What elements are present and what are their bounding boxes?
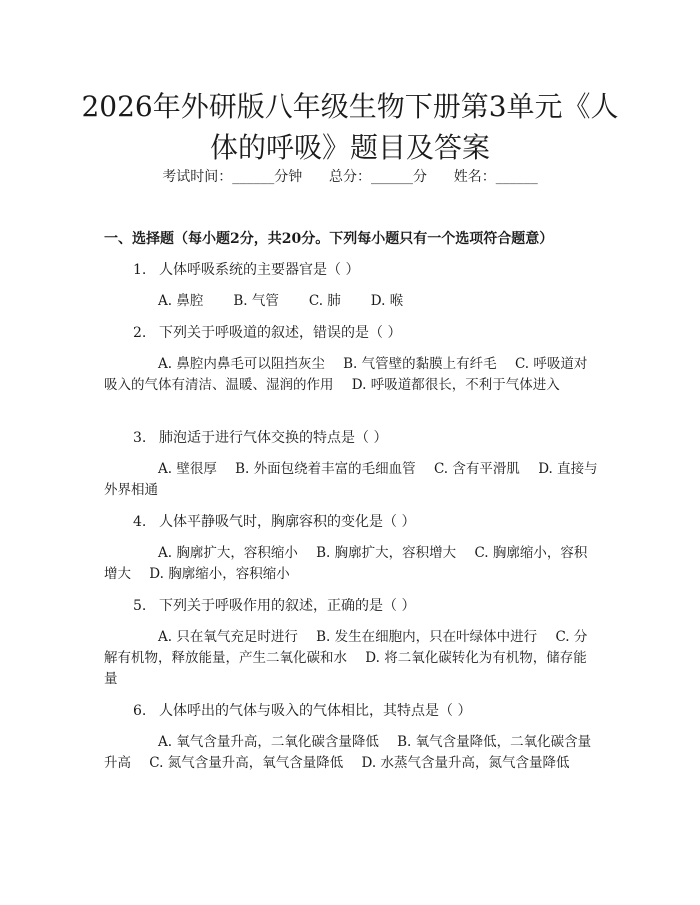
option-a: A. 壁很厚: [158, 461, 217, 477]
question-number: 1.: [133, 262, 147, 278]
option-b: B. 氧气含量降低，二氧化碳含量升高: [104, 734, 592, 771]
question-5: [133, 596, 613, 616]
question-number: 4.: [133, 514, 147, 530]
option-a: A. 氧气含量升高，二氧化碳含量降低: [158, 734, 379, 750]
question-1: [133, 260, 613, 280]
question-6-options: [104, 732, 599, 774]
question-2-options: [104, 354, 599, 396]
option-a: A. 鼻腔: [158, 293, 204, 309]
question-number: 3.: [133, 430, 147, 446]
option-c: C. 分解有机物，释放能量，产生二氧化碳和水: [104, 629, 588, 666]
option-b: B. 外面包绕着丰富的毛细血管: [235, 461, 416, 477]
option-c: C. 氮气含量升高，氧气含量降低: [149, 755, 344, 771]
option-a: A. 鼻腔内鼻毛可以阻挡灰尘: [158, 356, 325, 372]
option-b: B. 发生在细胞内，只在叶绿体中进行: [316, 629, 538, 645]
question-stem: 人体平静吸气时，胸廓容积的变化是（ ）: [159, 514, 416, 530]
question-stem: 人体呼吸系统的主要器官是（ ）: [159, 262, 360, 278]
title-line-1: 2026年外研版八年级生物下册第3单元《人: [81, 90, 619, 123]
option-d: D. 呼吸道都很长，不利于气体进入: [351, 377, 560, 393]
question-3: [133, 428, 613, 448]
question-number: 6.: [133, 703, 147, 719]
option-d: D. 将二氧化碳转化为有机物，储存能量: [104, 650, 587, 687]
question-2: [133, 323, 613, 343]
question-4: [133, 512, 613, 532]
question-number: 2.: [133, 325, 147, 341]
option-d: D. 喉: [370, 293, 404, 309]
question-number: 5.: [133, 598, 147, 614]
title-line-2: 体的呼吸》题目及答案: [209, 131, 490, 164]
option-a: A. 只在氧气充足时进行: [158, 629, 298, 645]
document-title: [60, 86, 640, 168]
question-stem: 肺泡适于进行气体交换的特点是（ ）: [159, 430, 388, 446]
question-1-options: [104, 291, 599, 312]
question-stem: 下列关于呼吸作用的叙述，正确的是（ ）: [159, 598, 416, 614]
option-c: C. 胸廓缩小，容积增大: [104, 545, 588, 582]
question-stem: 下列关于呼吸道的叙述，错误的是（ ）: [159, 325, 402, 341]
option-d: D. 胸廓缩小，容积缩小: [149, 566, 290, 582]
option-c: C. 含有平滑肌: [433, 461, 520, 477]
option-b: B. 气管壁的黏膜上有纤毛: [343, 356, 497, 372]
question-3-options: [104, 459, 599, 501]
option-d: D. 直接与外界相通: [104, 461, 598, 498]
question-stem: 人体呼出的气体与吸入的气体相比，其特点是（ ）: [159, 703, 472, 719]
option-a: A. 胸廓扩大，容积缩小: [158, 545, 298, 561]
option-c: C. 肺: [308, 293, 341, 309]
question-6: [133, 701, 613, 721]
question-5-options: [104, 627, 599, 690]
option-d: D. 水蒸气含量升高，氮气含量降低: [361, 755, 570, 771]
question-4-options: [104, 543, 599, 585]
section-heading-choice: 一、选择题（每小题2分，共20分。下列每小题只有一个选项符合题意）: [104, 231, 554, 247]
option-b: B. 胸廓扩大，容积增大: [316, 545, 457, 561]
option-c: C. 呼吸道对吸入的气体有清洁、温暖、湿润的作用: [104, 356, 588, 393]
exam-info-line: 考试时间：______分钟 总分：______分 姓名：______: [162, 169, 538, 185]
option-b: B. 气管: [233, 293, 279, 309]
